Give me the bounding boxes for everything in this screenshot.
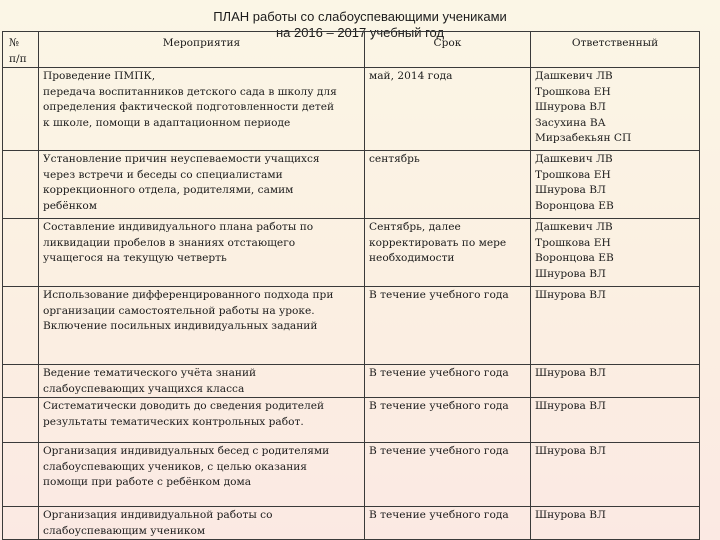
cell-activity-line: учащегося на текущую четверть: [43, 252, 227, 264]
cell-deadline-line: Сентябрь, далее: [369, 221, 461, 233]
cell-activity-line: Организация индивидуальных бесед с родителями: [43, 445, 330, 457]
cell-responsible-line: Дашкевич ЛВ: [535, 70, 613, 82]
cell-activity: [39, 507, 365, 540]
table-row: [3, 507, 700, 540]
cell-number: [3, 443, 39, 507]
cell-activity-line: передача воспитанников детского сада в школу для: [43, 85, 337, 98]
cell-number: [3, 398, 39, 443]
cell-activity-line: слабоуспевающим учеником: [43, 524, 206, 537]
cell-deadline: [365, 287, 531, 365]
cell-responsible-line: Шнурова ВЛ: [535, 289, 606, 301]
cell-responsible-line: Воронцова ЕВ: [535, 252, 614, 264]
cell-activity: [39, 68, 365, 151]
cell-responsible-line: Дашкевич ЛВ: [535, 153, 613, 165]
cell-activity-line: к школе, помощи в адаптационном периоде: [43, 116, 291, 129]
cell-deadline-line: сентябрь: [369, 153, 420, 165]
cell-number: [3, 151, 39, 219]
cell-responsible-line: Шнурова ВЛ: [535, 184, 606, 196]
cell-number: [3, 365, 39, 398]
cell-deadline: [365, 398, 531, 443]
cell-deadline-line: май, 2014 года: [369, 70, 453, 82]
cell-activity-line: слабоуспевающих учащихся класса: [43, 382, 245, 395]
cell-deadline: [365, 443, 531, 507]
cell-responsible-line: Шнурова ВЛ: [535, 445, 606, 457]
table-row: [3, 68, 700, 151]
cell-responsible-line: Засухина ВА: [535, 116, 606, 129]
cell-responsible-line: Трошкова ЕН: [535, 168, 611, 181]
cell-responsible: [531, 365, 700, 398]
cell-responsible-line: Трошкова ЕН: [535, 85, 611, 98]
cell-responsible: [531, 287, 700, 365]
cell-activity: [39, 398, 365, 443]
cell-responsible-line: Шнурова ВЛ: [535, 367, 606, 379]
cell-responsible: [531, 443, 700, 507]
title-line: ПЛАН работы со слабоуспевающими учениками: [213, 9, 507, 24]
cell-deadline: [365, 219, 531, 287]
cell-responsible-line: Дашкевич ЛВ: [535, 221, 613, 233]
cell-deadline-line: В течение учебного года: [369, 445, 509, 457]
cell-deadline-line: необходимости: [369, 252, 455, 264]
cell-activity-line: организации самостоятельной работы на уроке.: [43, 304, 315, 317]
cell-number: [3, 507, 39, 540]
cell-activity-line: Составление индивидуального плана работы по: [43, 221, 314, 233]
cell-deadline: [365, 507, 531, 540]
cell-activity-line: Организация индивидуальной работы со: [43, 509, 273, 521]
cell-activity-line: Установление причин неуспеваемости учащихся: [43, 153, 320, 165]
cell-activity-line: Систематически доводить до сведения родителей: [43, 400, 325, 412]
cell-responsible: [531, 151, 700, 219]
cell-activity: [39, 365, 365, 398]
header-number-line: №: [9, 37, 20, 49]
cell-activity-line: помощи при работе с ребёнком дома: [43, 476, 252, 488]
cell-deadline-line: В течение учебного года: [369, 367, 509, 379]
table-row: [3, 219, 700, 287]
cell-activity-line: ребёнком: [43, 199, 97, 212]
cell-responsible-line: Шнурова ВЛ: [535, 101, 606, 113]
cell-responsible: [531, 68, 700, 151]
cell-activity-line: слабоуспевающих учеников, с целью оказания: [43, 460, 307, 473]
cell-activity-line: результаты тематических контрольных работ.: [43, 415, 304, 428]
table-row: [3, 365, 700, 398]
cell-activity-line: Проведение ПМПК,: [43, 70, 156, 82]
plan-table: [2, 31, 700, 540]
cell-responsible: [531, 398, 700, 443]
cell-activity-line: коррекционного отдела, родителями, самим: [43, 184, 294, 196]
cell-number: [3, 287, 39, 365]
cell-deadline-line: В течение учебного года: [369, 289, 509, 301]
header-number-line: п/п: [9, 52, 27, 65]
cell-activity-line: определения фактической подготовленности детей: [43, 101, 335, 113]
cell-activity-line: Включение посильных индивидуальных заданий: [43, 320, 318, 332]
table-body: [3, 68, 700, 540]
table-row: [3, 287, 700, 365]
cell-deadline: [365, 365, 531, 398]
header-responsible: Ответственный: [531, 32, 700, 68]
cell-activity: [39, 219, 365, 287]
cell-deadline-line: В течение учебного года: [369, 509, 509, 521]
header-row: [3, 32, 700, 68]
cell-responsible: [531, 219, 700, 287]
header-deadline: Срок: [365, 32, 531, 68]
header-activity: Мероприятия: [39, 32, 365, 68]
cell-activity: [39, 287, 365, 365]
cell-activity-line: Ведение тематического учёта знаний: [43, 367, 257, 379]
header-number: [3, 32, 39, 68]
cell-responsible-line: Шнурова ВЛ: [535, 400, 606, 412]
cell-responsible-line: Мирзабекьян СП: [535, 132, 632, 144]
cell-deadline: [365, 151, 531, 219]
cell-activity-line: Использование дифференцированного подхода при: [43, 289, 334, 301]
cell-responsible: [531, 507, 700, 540]
cell-deadline-line: В течение учебного года: [369, 400, 509, 412]
cell-activity-line: ликвидации пробелов в знаниях отстающего: [43, 236, 296, 249]
cell-responsible-line: Шнурова ВЛ: [535, 509, 606, 521]
cell-responsible-line: Воронцова ЕВ: [535, 199, 614, 212]
cell-number: [3, 68, 39, 151]
table-row: [3, 443, 700, 507]
cell-activity: [39, 151, 365, 219]
cell-deadline-line: корректировать по мере: [369, 236, 507, 249]
table-row: [3, 151, 700, 219]
cell-responsible-line: Шнурова ВЛ: [535, 267, 606, 280]
cell-deadline: [365, 68, 531, 151]
title-line: на 2016 – 2017 учебный год: [275, 25, 445, 40]
cell-activity: [39, 443, 365, 507]
cell-activity-line: через встречи и беседы со специалистами: [43, 168, 283, 181]
cell-number: [3, 219, 39, 287]
cell-responsible-line: Трошкова ЕН: [535, 236, 611, 249]
table-row: [3, 398, 700, 443]
